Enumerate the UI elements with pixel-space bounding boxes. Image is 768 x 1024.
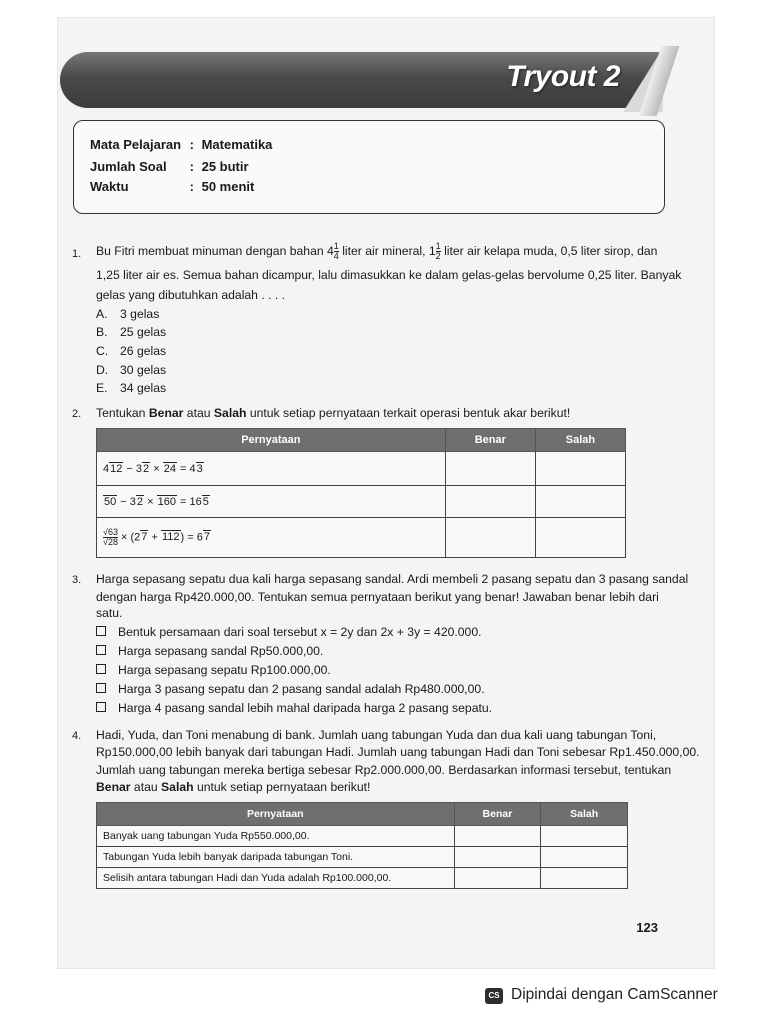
statement-cell: Selisih antara tabungan Hadi dan Yuda adalah Rp100.000,00. xyxy=(97,868,455,889)
statement-cell: $\frac{√63}{√28}$ × (27 + 112) = 67 xyxy=(97,518,446,558)
checkbox-item[interactable] xyxy=(96,642,323,661)
checkbox-label: Harga 4 pasang sandal lebih mahal daripada harga 2 pasang sepatu. xyxy=(118,701,493,715)
frac-num: 1 xyxy=(333,241,339,252)
benar-cell[interactable] xyxy=(454,868,541,889)
frac-den: 4 xyxy=(333,251,339,262)
table-row xyxy=(97,518,626,558)
question-4-line1: Hadi, Yuda, dan Toni menabung di bank. Jumlah uang tabungan Yuda dan dua kali uang tabungan Toni, xyxy=(96,728,657,742)
benar-cell[interactable] xyxy=(454,826,541,847)
q1-text-a: Bu Fitri membuat minuman dengan bahan 4 xyxy=(96,244,334,258)
salah-cell[interactable] xyxy=(535,452,625,486)
q1-text-b: liter air mineral, 1 xyxy=(338,244,436,258)
q4-table xyxy=(96,802,628,889)
page-number: 123 xyxy=(636,920,658,935)
question-number: 2. xyxy=(72,408,82,420)
exam-info-box xyxy=(73,120,665,214)
camscanner-logo-icon: CS xyxy=(485,988,503,1004)
info-value: Matematika xyxy=(201,137,273,152)
checkbox-label: Harga sepasang sandal Rp50.000,00. xyxy=(118,644,324,658)
table-row xyxy=(97,486,626,518)
fraction-sqrt: $\frac{√63}{√28}$ xyxy=(103,527,118,547)
option-letter: E. xyxy=(96,381,108,395)
question-1-line1 xyxy=(96,242,696,261)
option-text: 34 gelas xyxy=(120,381,167,395)
q2-text: untuk setiap pernyataan terkait operasi bentuk akar berikut! xyxy=(246,406,571,420)
info-key: Mata Pelajaran xyxy=(90,137,182,152)
option-letter: D. xyxy=(96,363,109,377)
q4-text: atau xyxy=(130,780,162,794)
question-3-line2: dengan harga Rp420.000,00. Tentukan semua pernyataan berikut yang benar! Jawaban benar lebih dari xyxy=(96,590,659,604)
option-text: 26 gelas xyxy=(120,344,167,358)
checkbox-item[interactable] xyxy=(96,680,485,699)
option-d[interactable] xyxy=(96,361,166,380)
checkbox-label: Harga sepasang sepatu Rp100.000,00. xyxy=(118,663,331,677)
q2-table xyxy=(96,428,626,558)
option-text: 3 gelas xyxy=(120,307,160,321)
header-salah: Salah xyxy=(541,803,628,826)
checkbox[interactable] xyxy=(96,626,106,636)
info-sep: : xyxy=(189,179,194,194)
info-value: 50 menit xyxy=(201,179,255,194)
table-row xyxy=(97,826,628,847)
table-header-row xyxy=(97,803,628,826)
table-row xyxy=(97,868,628,889)
question-number: 4. xyxy=(72,730,82,742)
camscanner-watermark xyxy=(485,986,718,1004)
info-row-subject xyxy=(90,137,272,152)
question-4-line2: Rp150.000,00 lebih banyak dari tabungan Hadi. Jumlah uang tabungan Hadi dan Toni sebesar Rp1.450.000,00. xyxy=(96,745,700,759)
table-row xyxy=(97,452,626,486)
statement-cell: 412 − 32 × 24 = 43 xyxy=(97,452,446,486)
camscanner-text: Dipindai dengan CamScanner xyxy=(511,986,718,1003)
question-4-line3: Jumlah uang tabungan mereka bertiga sebesar Rp2.000.000,00. Berdasarkan informasi tersebut, tentukan xyxy=(96,763,672,777)
info-key: Waktu xyxy=(90,179,129,194)
statement-cell: Tabungan Yuda lebih banyak daripada tabungan Toni. xyxy=(97,847,455,868)
question-1-line3: gelas yang dibutuhkan adalah . . . . xyxy=(96,288,286,302)
q4-text: untuk setiap pernyataan berikut! xyxy=(193,780,371,794)
info-sep: : xyxy=(189,159,194,174)
checkbox[interactable] xyxy=(96,645,106,655)
option-b[interactable] xyxy=(96,323,166,342)
checkbox-item[interactable] xyxy=(96,623,482,642)
salah-cell[interactable] xyxy=(541,847,628,868)
title-banner xyxy=(60,52,660,108)
table-header-row xyxy=(97,429,626,452)
header-benar: Benar xyxy=(445,429,535,452)
question-1-line2: 1,25 liter air es. Semua bahan dicampur, lalu dimasukkan ke dalam gelas-gelas bervolume 0,25 liter. Banyak xyxy=(96,268,682,282)
question-number: 3. xyxy=(72,574,82,586)
option-letter: C. xyxy=(96,344,109,358)
info-row-time xyxy=(90,179,254,194)
book-page xyxy=(58,18,714,968)
q4-bold-salah: Salah xyxy=(161,780,194,794)
statement-cell: Banyak uang tabungan Yuda Rp550.000,00. xyxy=(97,826,455,847)
salah-cell[interactable] xyxy=(535,518,625,558)
question-3-line3: satu. xyxy=(96,606,123,620)
option-e[interactable] xyxy=(96,379,166,398)
checkbox[interactable] xyxy=(96,702,106,712)
table-row xyxy=(97,847,628,868)
checkbox-label: Harga 3 pasang sepatu dan 2 pasang sandal adalah Rp480.000,00. xyxy=(118,682,485,696)
question-2-prompt xyxy=(96,404,570,423)
option-text: 30 gelas xyxy=(120,363,167,377)
benar-cell[interactable] xyxy=(454,847,541,868)
info-sep: : xyxy=(189,137,194,152)
header-pernyataan: Pernyataan xyxy=(97,803,455,826)
benar-cell[interactable] xyxy=(445,452,535,486)
benar-cell[interactable] xyxy=(445,486,535,518)
checkbox[interactable] xyxy=(96,683,106,693)
info-key: Jumlah Soal xyxy=(90,159,167,174)
info-row-count xyxy=(90,159,249,174)
option-letter: A. xyxy=(96,307,108,321)
info-value: 25 butir xyxy=(201,159,249,174)
statement-cell: 50 − 32 × 160 = 165 xyxy=(97,486,446,518)
checkbox-label: Bentuk persamaan dari soal tersebut x = 2y dan 2x + 3y = 420.000. xyxy=(118,625,482,639)
header-salah: Salah xyxy=(535,429,625,452)
q2-text: Tentukan xyxy=(96,406,149,420)
option-text: 25 gelas xyxy=(120,325,167,339)
salah-cell[interactable] xyxy=(541,868,628,889)
q1-text-c: liter air kelapa muda, 0,5 liter sirop, dan xyxy=(440,244,658,258)
option-c[interactable] xyxy=(96,342,166,361)
benar-cell[interactable] xyxy=(445,518,535,558)
checkbox-item[interactable] xyxy=(96,699,492,718)
question-3-line1: Harga sepasang sepatu dua kali harga sepasang sandal. Ardi membeli 2 pasang sepatu dan 3 pasang sandal xyxy=(96,572,689,586)
checkbox-item[interactable] xyxy=(96,661,331,680)
option-a[interactable] xyxy=(96,305,159,324)
frac-den: 2 xyxy=(435,251,441,262)
header-benar: Benar xyxy=(454,803,541,826)
q2-bold-salah: Salah xyxy=(213,406,247,420)
salah-cell[interactable] xyxy=(541,826,628,847)
q2-bold-benar: Benar xyxy=(148,406,184,420)
checkbox[interactable] xyxy=(96,664,106,674)
frac-num: 1 xyxy=(435,241,441,252)
salah-cell[interactable] xyxy=(535,486,625,518)
option-letter: B. xyxy=(96,325,108,339)
q4-bold-benar: Benar xyxy=(96,780,131,794)
page-title: Tryout 2 xyxy=(506,60,620,93)
q2-text: atau xyxy=(183,406,214,420)
question-number: 1. xyxy=(72,248,82,260)
header-pernyataan: Pernyataan xyxy=(97,429,446,452)
question-4-line4 xyxy=(96,778,370,797)
